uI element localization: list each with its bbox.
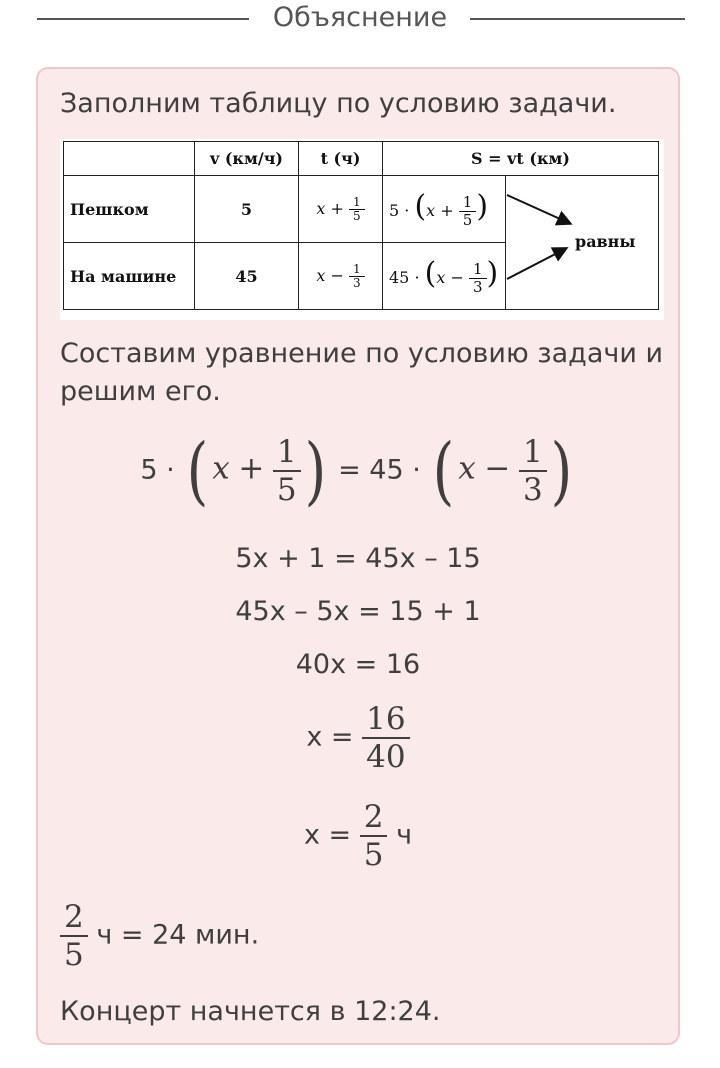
row-label-walk: Пешком (64, 176, 195, 243)
car-time: x − $\frac{1}{3}$ (299, 243, 383, 310)
header-s: S = vt (км) (383, 142, 659, 176)
explanation-header (0, 0, 720, 40)
step-text: Составим уравнение по условию задачи и решим его. (60, 338, 664, 407)
walk-distance: 5 · (x + $\frac{1}{5}$ ) (383, 176, 506, 243)
equation-1: 5 · ( x + $\frac{1}{5}$ ) = 45 · ( x − $\frac{1}{3}$ ) (140, 428, 572, 514)
row-label-car: На машине (64, 243, 195, 310)
arrow-top (507, 195, 569, 223)
header-title: Объяснение (272, 2, 448, 33)
speed-table-figure (60, 139, 664, 320)
equation-2: 5x + 1 = 45x – 15 (235, 543, 481, 574)
arrow-bottom (507, 249, 565, 279)
walk-speed: 5 (195, 176, 299, 243)
equation-5: x = $\frac{16}{40}$ (38, 701, 678, 775)
explanation-card (36, 67, 680, 1045)
table-corner (64, 142, 195, 176)
car-speed: 45 (195, 243, 299, 310)
equation-7: $\frac{2}{5}$ ч = 24 мин. (60, 899, 259, 973)
header-t: t (ч) (299, 142, 383, 176)
equation-3: 45x – 5x = 15 + 1 (235, 596, 481, 627)
equation-4: 40x = 16 (295, 649, 421, 680)
car-distance: 45 · (x − $\frac{1}{3}$ ) (383, 243, 506, 310)
walk-time: x + $\frac{1}{5}$ (299, 176, 383, 243)
equation-6: x = $\frac{2}{5}$ ч (303, 799, 413, 873)
conclusion-text: Концерт начнется в 12:24. (60, 996, 441, 1027)
header-v: v (км/ч) (195, 142, 299, 176)
equal-label: равны (575, 232, 636, 251)
intro-text: Заполним таблицу по условию задачи. (60, 88, 617, 119)
equal-arrows (503, 175, 663, 305)
header-divider-right (470, 18, 685, 20)
